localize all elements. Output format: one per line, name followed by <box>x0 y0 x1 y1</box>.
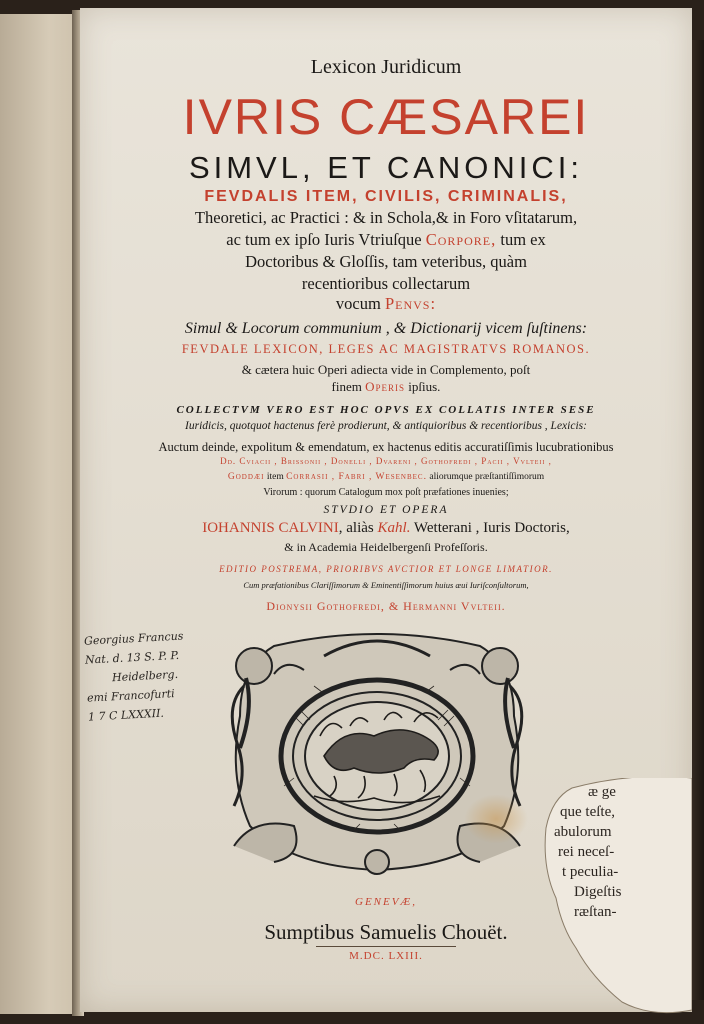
collectum-line: COLLECTVM VERO EST HOC OPVS EX COLLATIS INTER SESE <box>176 404 596 416</box>
authors-line-2 <box>80 472 692 482</box>
virorum-line: Virorum : quorum Catalogum mox poſt præfationes inuenies; <box>263 487 509 498</box>
text-line-4: recentioribus collectarum <box>301 274 471 293</box>
cetera-line-2-c: ipſius. <box>405 379 441 394</box>
printers-device-woodcut <box>214 626 540 888</box>
foxing-stain <box>464 794 528 844</box>
authors-line-2-a: Goddæi <box>227 472 265 482</box>
handwritten-line: Heidelberg. <box>111 667 179 685</box>
authors-line-2-b: item <box>264 472 287 482</box>
feudal-line: FEVDALIS ITEM, CIVILIS, CRIMINALIS, <box>204 188 568 205</box>
handwritten-line: 1 7 C LXXXII. <box>87 706 165 724</box>
auctum-line: Auctum deinde, expolitum & emendatum, ex hactenus editis accuratiſſimis lucubrationibus <box>158 440 614 454</box>
locorum-line: Simul & Locorum communium , & Dictionarij vicem ſuſtinens: <box>184 320 588 337</box>
bleed-line: rei neceſ- <box>558 844 615 860</box>
editio-line: EDITIO POSTREMA, PRIORIBVS AVCTIOR ET LONGE LIMATIOR. <box>219 564 553 574</box>
imprint-rule <box>316 946 456 947</box>
text-line-2-b: Corpore, <box>425 230 497 249</box>
facing-page <box>0 14 82 1014</box>
bleed-line: æ ge <box>588 784 616 800</box>
text-line-2-a: ac tum ex ipſo Iuris Vtriuſque <box>226 230 426 249</box>
handwritten-line: Georgius Francus <box>83 629 184 648</box>
author-title: Wetterani , Iuris Doctoris, <box>410 520 570 536</box>
text-line-2-c: tum ex <box>496 230 546 249</box>
handwritten-line: Nat. d. 13 S. P. P. <box>84 648 180 667</box>
studio-line: STVDIO ET OPERA <box>323 504 449 516</box>
text-line-2 <box>80 230 692 250</box>
academia-line: & in Academia Heidelbergenſi Profeſſoris. <box>284 540 488 554</box>
imprint-date: M.DC. LXIII. <box>349 950 423 962</box>
praefatio-line: Cum præfationibus Clariſſimorum & Eminentiſſimorum huius æui Iuriſconſultorum, <box>243 580 529 590</box>
handwritten-note <box>84 624 229 726</box>
author-line <box>80 520 692 537</box>
author-alias: , aliàs <box>338 520 378 536</box>
bleed-line: Digeſtis <box>574 884 622 900</box>
authors-line-2-c: Corrasii , Fabri , Wesenbec. <box>286 472 427 482</box>
author-name: IOHANNIS CALVINI <box>202 520 339 536</box>
iuridicis-line: Iuridicis, quotquot hactenus ferè prodierunt, & antiquioribus & recentioribus , Lexicis: <box>185 420 587 432</box>
lexicon-heading: Lexicon Juridicum <box>310 56 462 78</box>
imprint-place: GENEVÆ, <box>355 896 417 908</box>
dionysii-line: Dionysii Gothofredi, & Hermanni Vvlteii. <box>266 599 506 613</box>
handwritten-line: emi Francofurti <box>86 687 175 705</box>
main-title: IVRIS CÆSAREI <box>182 89 590 145</box>
feudale-lexicon-line: FEVDALE LEXICON, LEGES AC MAGISTRATVS ROMANOS. <box>181 342 591 356</box>
text-line-3: Doctoribus & Gloſſis, tam veteribus, quàm <box>245 252 527 271</box>
cetera-line-1: & cætera huic Operi adiecta vide in Complemento, poſt <box>241 362 531 377</box>
author-kahl: Kahl. <box>377 520 411 536</box>
bleed-line: que teſte, <box>560 804 615 820</box>
text-line-5-a: vocum <box>335 294 385 313</box>
bleed-line: ræſtan- <box>574 904 617 920</box>
imprint-publisher: Sumptibus Samuelis Chouët. <box>264 920 508 944</box>
text-line-5 <box>80 294 692 314</box>
bleed-line: t peculia- <box>562 864 619 880</box>
cetera-line-2 <box>80 379 692 395</box>
cetera-line-2-a: finem <box>331 379 366 394</box>
subtitle: SIMVL, ET CANONICI: <box>188 150 584 185</box>
text-line-1: Theoretici, ac Practici : & in Schola,& in Foro vſitatarum, <box>194 208 578 227</box>
text-line-5-b: Penvs: <box>384 294 437 313</box>
cetera-line-2-b: Operis <box>365 379 406 394</box>
authors-line-2-d: aliorumque præſtantiſſimorum <box>426 472 545 482</box>
bleed-line: abulorum <box>554 824 612 840</box>
title-page <box>80 8 692 1012</box>
authors-line: Dd. Cviacii , Brissonii , Donelli , Dvareni , Gothofredi , Pacii , Vvlteii , <box>220 456 552 466</box>
